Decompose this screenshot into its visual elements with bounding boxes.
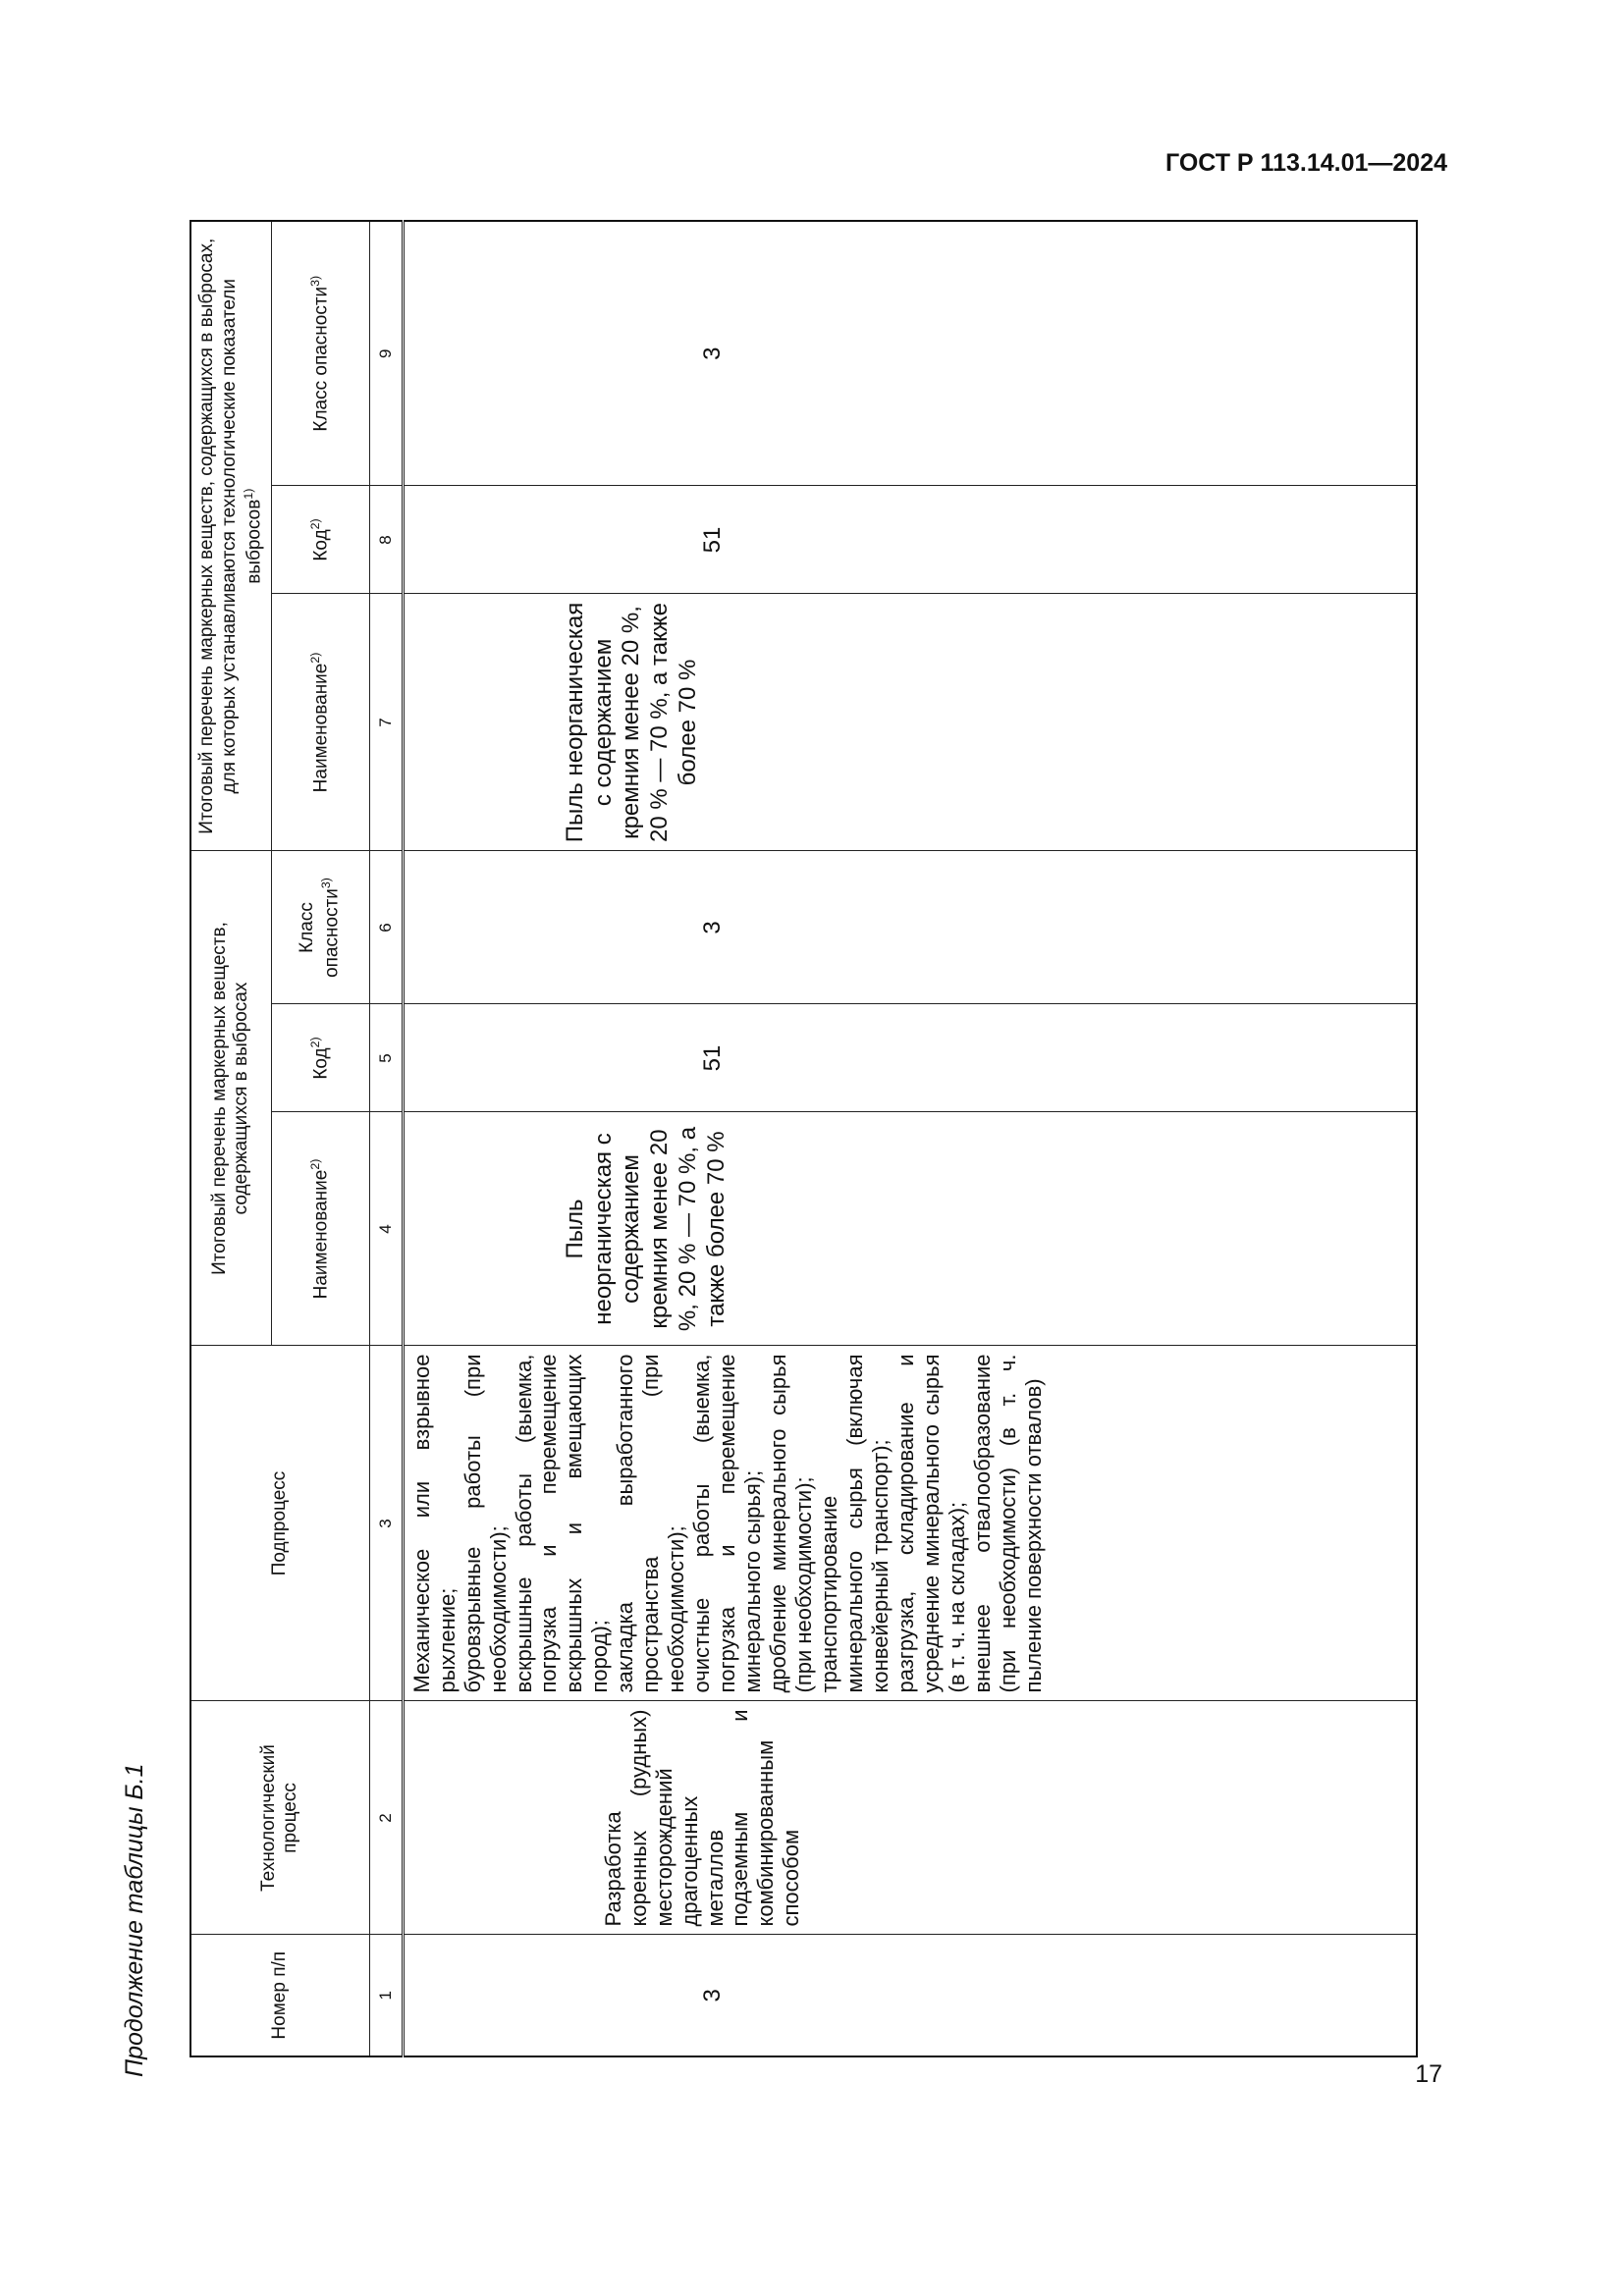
footnote-mark: 2): [307, 1158, 322, 1170]
header-code-2: [271, 486, 369, 594]
header-name-text: Наименование: [309, 1169, 331, 1300]
header-name-text: Наименование: [309, 663, 331, 793]
subprocess-item: очистные работы (выемка, погрузка и перемещение минерального сырья);: [689, 1354, 766, 1693]
header-group-emissions: Итоговый перечень маркерных веществ, содержащихся в выбросах: [190, 851, 271, 1346]
header-code-1: [271, 1004, 369, 1112]
footnote-mark: 3): [307, 275, 322, 287]
subprocess-item: вскрышные работы (выемка, погрузка и перемещение вскрышных и вмещающих пород);: [511, 1354, 613, 1693]
footnote-mark: 2): [307, 1037, 322, 1048]
header-code-text: Код: [309, 1047, 331, 1080]
header-name-1: [271, 1112, 369, 1346]
table-caption: Продолжение таблицы Б.1: [121, 1763, 148, 2077]
subprocess-item: транспортирование минерального сырья (включая конвейерный транспорт);: [816, 1354, 893, 1693]
subprocess-item: Механическое или взрывное рыхление;: [408, 1354, 460, 1693]
column-number: 4: [369, 1112, 403, 1346]
column-number: 8: [369, 486, 403, 594]
header-name-2: [271, 594, 369, 851]
substance-code-2: 51: [403, 486, 1417, 594]
header-group-indicators-text: Итоговый перечень маркерных веществ, содержащихся в выбросах, для которых устанавливаются технологические показатели выбросов: [196, 238, 264, 834]
header-number: Номер п/п: [190, 1935, 369, 2056]
subprocess-item: дробление минерального сырья (при необходимости);: [766, 1354, 817, 1693]
column-number: 1: [369, 1935, 403, 2056]
column-number: 7: [369, 594, 403, 851]
column-number: 2: [369, 1701, 403, 1935]
marker-substances-table: [189, 220, 1418, 2057]
hazard-class-1: 3: [403, 851, 1417, 1004]
header-class-2: [271, 221, 369, 486]
subprocess-cell: [403, 1346, 1417, 1701]
header-tech-process: Технологический процесс: [190, 1701, 369, 1935]
substance-name-1: Пыль неорганическая с содержанием кремния менее 20 %, 20 % — 70 %, а также более 70 %: [403, 1112, 1417, 1346]
column-number: 3: [369, 1346, 403, 1701]
header-class-text: Класс опасности: [297, 888, 343, 978]
column-number: 9: [369, 221, 403, 486]
hazard-class-2: 3: [403, 221, 1417, 486]
page-number: 17: [1415, 2060, 1442, 2088]
substance-code-1: 51: [403, 1004, 1417, 1112]
tech-process-cell: Разработка коренных (рудных) месторождений драгоценных металлов подземным и комбинированным способом: [403, 1701, 1417, 1935]
header-class-text: Класс опасности: [309, 286, 331, 432]
subprocess-item: закладка выработанного пространства (при необходимости);: [613, 1354, 689, 1693]
header-class-1: [271, 851, 369, 1004]
rotated-table-container: [189, 222, 1169, 2057]
header-subprocess: Подпроцесс: [190, 1346, 369, 1701]
footnote-mark: 3): [319, 878, 334, 889]
substance-name-2: Пыль неорганическая с содержанием кремния менее 20 %, 20 % — 70 %, а также более 70 %: [403, 594, 1417, 851]
table-row: [403, 221, 1417, 2056]
header-code-text: Код: [309, 529, 331, 561]
column-number: 5: [369, 1004, 403, 1112]
subprocess-item: внешнее отвалообразование (при необходимости) (в т. ч. пыление поверхности отвалов): [969, 1354, 1046, 1693]
header-group-indicators: [190, 221, 271, 851]
footnote-mark: 2): [307, 518, 322, 530]
column-number: 6: [369, 851, 403, 1004]
footnote-mark: 1): [241, 488, 255, 500]
document-code: ГОСТ Р 113.14.01—2024: [1164, 149, 1447, 177]
footnote-mark: 2): [307, 652, 322, 664]
row-number: 3: [403, 1935, 1417, 2056]
header-row-1: [190, 221, 271, 2056]
subprocess-item: разгрузка, складирование и усреднение минерального сырья (в т. ч. на складах);: [893, 1354, 969, 1693]
column-numbers-row: [369, 221, 403, 2056]
subprocess-item: буровзрывные работы (при необходимости);: [460, 1354, 511, 1693]
